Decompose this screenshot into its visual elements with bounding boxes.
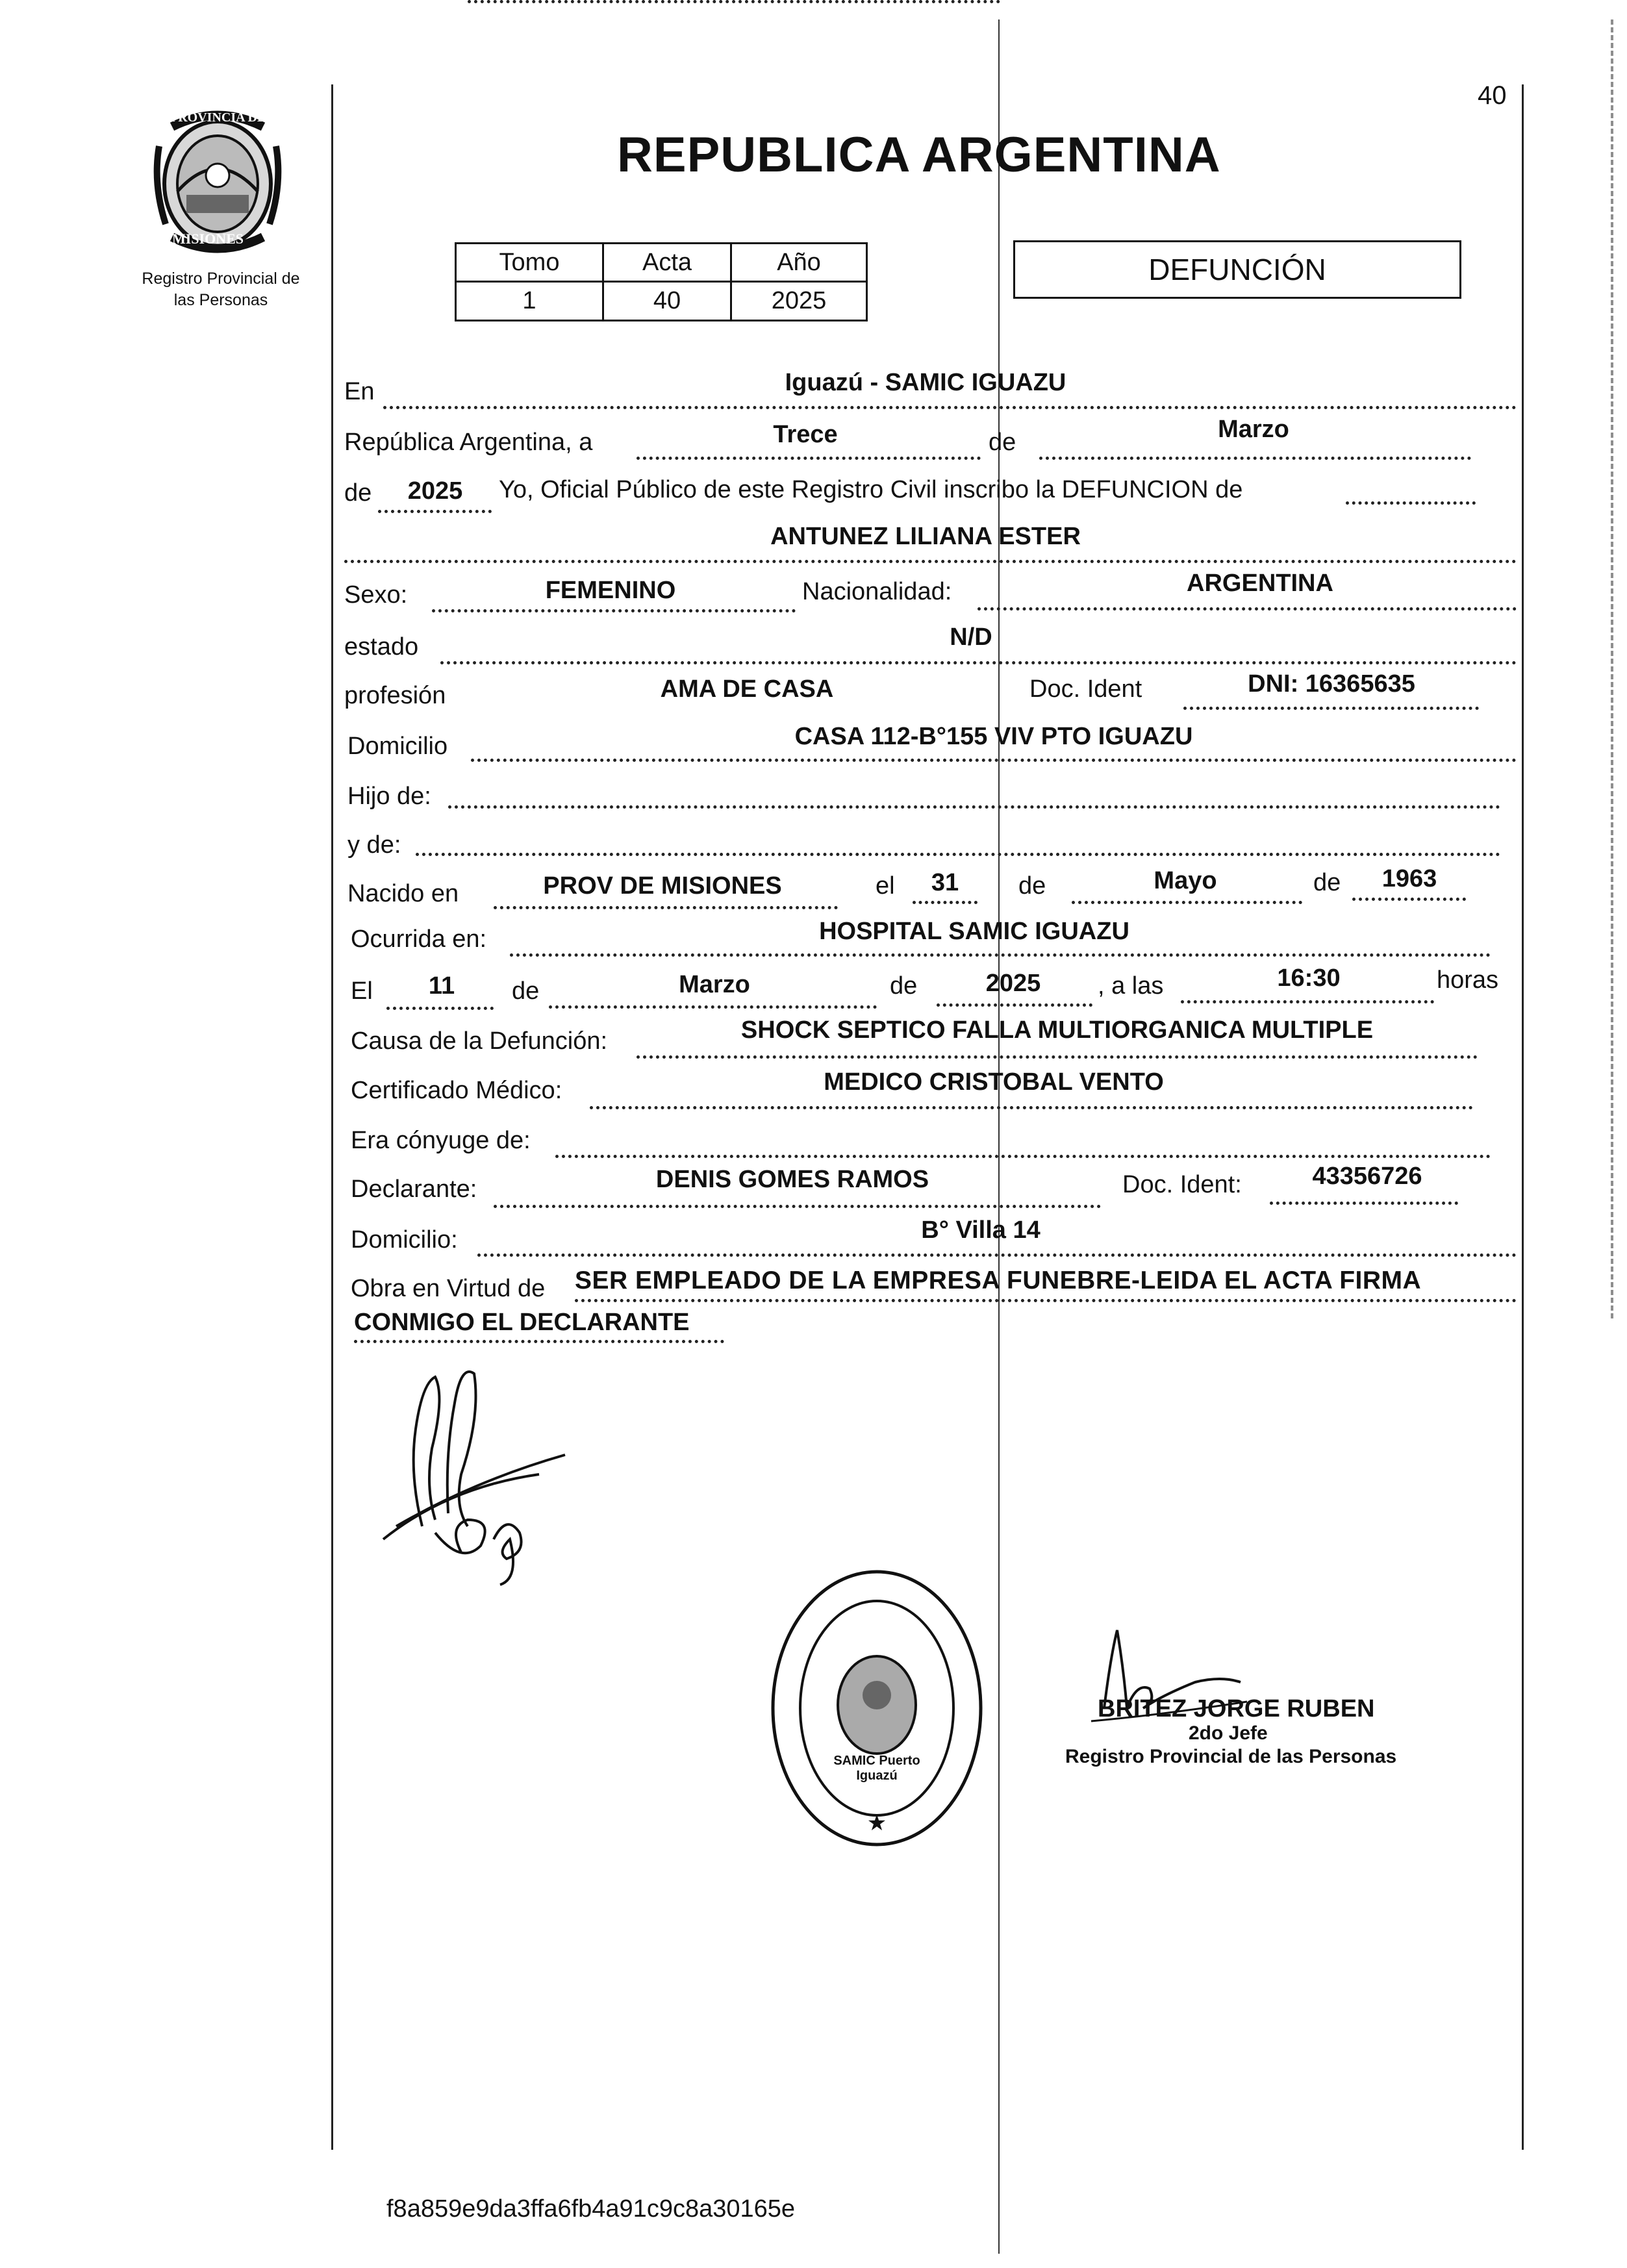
death-de-label: de [512,977,540,1005]
conyuge-label: Era cónyuge de: [351,1127,531,1154]
nacionalidad-dotted-line [977,607,1517,611]
birth-day-dotted-line [913,901,977,904]
obra-value-line2: CONMIGO EL DECLARANTE [354,1309,690,1336]
crest-text-bottom: MISIONES [172,231,244,247]
table-header-ano: Año [730,242,868,283]
registration-year-value: 2025 [407,477,463,505]
table-value-ano: 2025 [730,281,868,321]
doc-ident-dotted-line [1183,707,1479,710]
seal-inner-text: SAMIC Puerto Iguazú [833,1754,920,1783]
domicilio-label: Domicilio [347,733,448,760]
table-header-tomo: Tomo [455,242,604,283]
certificado-dotted-line [590,1106,1473,1109]
declarant-signature [370,1357,604,1591]
birth-year-dotted-line [1352,898,1466,901]
doc-ident2-value: 43356726 [1312,1163,1422,1190]
estado-label: estado [344,633,419,661]
inscribo-dotted-line [1346,501,1476,505]
el-label: el [876,872,895,900]
death-day-dotted-line [386,1007,494,1010]
doc-ident-value: DNI: 16365635 [1248,670,1415,698]
domicilio2-dotted-line [477,1254,1517,1257]
doc-ident-label: Doc. Ident [1029,675,1142,703]
edge-mark [1611,19,1616,1318]
birth-month-dotted-line [1072,901,1302,904]
officer-registry: Registro Provincial de las Personas [1065,1746,1397,1767]
declarante-value: DENIS GOMES RAMOS [655,1166,929,1193]
day-dotted-line [637,457,981,460]
domicilio-dotted-line [471,759,1517,762]
obra-dotted-line2 [354,1340,724,1343]
birth-day-value: 31 [931,869,959,896]
declarante-label: Declarante: [351,1176,477,1203]
en-label: En [344,378,375,405]
sexo-dotted-line [432,609,796,612]
a-las-label: , a las [1098,972,1164,1000]
domicilio2-label: Domicilio: [351,1226,458,1254]
inscribo-text: Yo, Oficial Público de este Registro Civil inscribo la DEFUNCION de [499,476,1243,503]
sexo-value: FEMENINO [545,577,676,604]
y-de-label: y de: [347,831,401,859]
center-fold-line [998,19,1000,2254]
birth-year-value: 1963 [1381,865,1437,892]
document-hash: f8a859e9da3ffa6fb4a91c9c8a30165e [386,2195,796,2223]
death-year-value: 2025 [985,970,1041,997]
death-month-value: Marzo [679,971,750,998]
domicilio2-value: B° Villa 14 [921,1216,1041,1244]
conyuge-dotted-line [555,1155,1491,1158]
horas-label: horas [1437,966,1499,994]
domicilio-value: CASA 112-B°155 VIV PTO IGUAZU [794,723,1193,750]
doc-ident2-label: Doc. Ident: [1122,1171,1242,1198]
month-dotted-line [1039,457,1471,460]
profesion-dotted-line [468,0,1000,3]
table-value-tomo: 1 [455,281,604,321]
year-dotted-line [378,510,492,513]
de-label: de [989,429,1016,456]
hijo-de-label: Hijo de: [347,783,431,810]
republica-label: República Argentina, a [344,429,593,456]
estado-value: N/D [950,624,992,651]
birth-de-label: de [1018,872,1046,900]
registry-name-line2: las Personas [173,291,268,309]
officer-title: 2do Jefe [1189,1722,1268,1744]
causa-dotted-line [637,1055,1478,1059]
svg-text:★: ★ [866,1811,887,1835]
birthplace-value: PROV DE MISIONES [543,872,782,900]
table-header-acta: Acta [602,242,732,283]
birth-month-value: Mayo [1154,867,1217,894]
country-title: REPUBLICA ARGENTINA [617,127,1221,183]
obra-value-line1: SER EMPLEADO DE LA EMPRESA FUNEBRE-LEIDA EL ACTA FIRMA [575,1266,1422,1294]
place-value: Iguazú - SAMIC IGUAZU [785,369,1066,396]
death-time-dotted-line [1181,1000,1434,1003]
ocurrida-en-dotted-line [510,953,1491,957]
cause-of-death-value: SHOCK SEPTICO FALLA MULTIORGANICA MULTIPLE [740,1016,1374,1044]
left-margin-line [331,84,333,2150]
nacionalidad-label: Nacionalidad: [802,578,952,605]
death-place-value: HOSPITAL SAMIC IGUAZU [819,918,1129,945]
doc-ident2-dotted-line [1270,1202,1458,1205]
officer-name: BRITEZ JORGE RUBEN [1098,1695,1375,1722]
de-year-label: de [344,479,372,507]
certificado-label: Certificado Médico: [351,1077,562,1104]
en-dotted-line [383,406,1517,409]
nacido-en-label: Nacido en [347,880,459,907]
obra-label: Obra en Virtud de [351,1275,546,1302]
deceased-name-value: ANTUNEZ LILIANA ESTER [770,523,1081,550]
profesion-label: profesión [344,682,446,709]
obra-dotted-line1 [575,1299,1517,1302]
causa-label: Causa de la Defunción: [351,1027,608,1055]
y-de-dotted-line [416,853,1500,856]
table-value-acta: 40 [602,281,732,321]
declarante-dotted-line [494,1205,1101,1208]
el2-label: El [351,977,373,1005]
death-time-value: 16:30 [1277,964,1341,992]
registry-name-line1: Registro Provincial de [142,270,300,288]
record-type-box: DEFUNCIÓN [1013,240,1461,299]
nacionalidad-value: ARGENTINA [1187,570,1333,597]
nacido-en-dotted-line [494,906,838,909]
certificado-value: MEDICO CRISTOBAL VENTO [824,1068,1164,1096]
estado-dotted-line [440,661,1517,664]
crest-text-top: PROVINCIA DE [170,110,266,125]
birth-de2-label: de [1313,869,1341,896]
ocurrida-en-label: Ocurrida en: [351,926,487,953]
death-month-dotted-line [549,1005,877,1009]
hijo-de-dotted-line [448,805,1500,809]
page-number: 40 [1478,81,1507,110]
registration-month-value: Marzo [1218,416,1289,443]
sexo-label: Sexo: [344,581,408,609]
name-dotted-line [344,560,1517,563]
profesion-value: AMA DE CASA [660,675,834,703]
death-day-value: 11 [428,972,455,1000]
registration-day-value: Trece [773,421,838,448]
death-year-dotted-line [937,1003,1092,1007]
right-margin-line [1522,84,1524,2150]
death-de2-label: de [890,972,918,1000]
record-table [455,242,868,321]
